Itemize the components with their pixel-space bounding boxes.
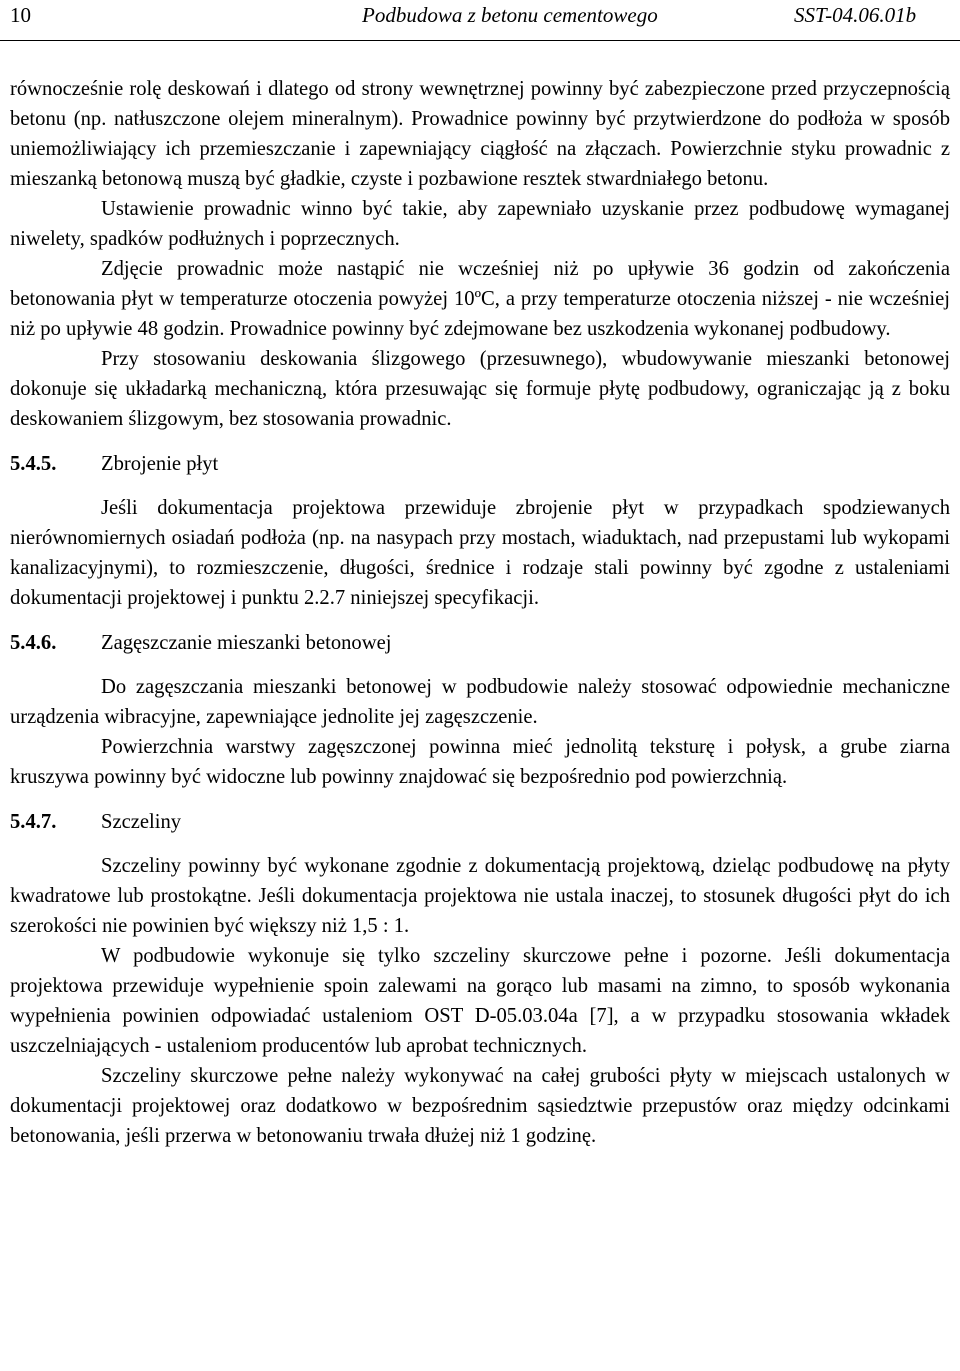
page-body [10,74,950,1151]
section-heading [10,807,950,837]
section-heading [10,628,950,658]
paragraph: Przy stosowaniu deskowania ślizgowego (przesuwnego), wbudowywanie mieszanki betonowej dokonuje się układarką mechaniczną, która przesuwając się formuje płytę podbudowy, ograniczając ją z boku deskowaniem ślizgowym, bez stosowania prowadnic. [10,348,950,430]
paragraph: Ustawienie prowadnic winno być takie, aby zapewniało uzyskanie przez podbudowę wymaganej niwelety, spadków podłużnych i poprzecznych. [10,198,950,250]
section-number: 5.4.7. [10,811,57,833]
section-number: 5.4.5. [10,453,57,475]
paragraph: równocześnie rolę deskowań i dlatego od strony wewnętrznej powinny być zabezpieczone przed przyczepnością betonu (np. natłuszczone olejem mineralnym). Prowadnice powinny być przytwierdzone do podłoża w sposób uniemożliwiający ich przemieszczanie i zapewniający ciągłość na złączach. Powierzchnie styku prowadnic z mieszanką betonową muszą być gładkie, czyste i pozbawione resztek stwardniałego betonu. [10,78,950,190]
paragraph: Zdjęcie prowadnic może nastąpić nie wcześniej niż po upływie 36 godzin od zakończenia betonowania płyt w temperaturze otoczenia powyżej 10ºC, a przy temperaturze otoczenia niższej - nie wcześniej niż po upływie 48 godzin. Prowadnice powinny być zdejmowane bez uszkodzenia wykonanej podbudowy. [10,258,950,340]
page-header [10,0,950,30]
section-title: Zbrojenie płyt [101,453,219,475]
paragraph: Powierzchnia warstwy zagęszczonej powinna mieć jednolitą teksturę i połysk, a grube ziarna kruszywa powinny być widoczne lub powinny znajdować się bezpośrednio pod powierzchnią. [10,736,950,788]
section-title: Szczeliny [101,811,182,833]
paragraph: Szczeliny skurczowe pełne należy wykonywać na całej grubości płyty w miejscach ustalonych w dokumentacji projektowej oraz dodatkowo w bezpośrednim sąsiedztwie przepustów oraz między odcinkami betonowania, jeśli przerwa w betonowaniu trwała dłużej niż 1 godzinę. [10,1065,950,1147]
paragraph: W podbudowie wykonuje się tylko szczeliny skurczowe pełne i pozorne. Jeśli dokumentacja projektowa przewiduje wypełnienie spoin zalewami na gorąco lub masami na zimno, to sposób wykonania wypełnienia powinien odpowiadać ustaleniom OST D-05.03.04a [7], a w przypadku stosowania wkładek uszczelniających - ustaleniom producentów lub aprobat technicznych. [10,945,950,1057]
header-rule [0,40,960,41]
document-title: Podbudowa z betonu cementowego [362,3,658,27]
section-number: 5.4.6. [10,632,57,654]
page-number: 10 [10,3,31,27]
section-heading [10,449,950,479]
section-title: Zagęszczanie mieszanki betonowej [101,632,392,654]
paragraph: Szczeliny powinny być wykonane zgodnie z dokumentacją projektową, dzieląc podbudowę na płyty kwadratowe lub prostokątne. Jeśli dokumentacja projektowa nie ustala inaczej, to stosunek długości płyt do ich szerokości nie powinien być większy niż 1,5 : 1. [10,855,950,937]
document-code: SST-04.06.01b [794,3,917,27]
paragraph: Jeśli dokumentacja projektowa przewiduje zbrojenie płyt w przypadkach spodziewanych nierównomiernych osiadań podłoża (np. na nasypach przy mostach, wiaduktach, nad przepustami lub wykopami kanalizacyjnymi), to rozmieszczenie, długości, średnice i rodzaje stali powinny być zgodne z ustaleniami dokumentacji projektowej i punktu 2.2.7 niniejszej specyfikacji. [10,497,950,609]
paragraph: Do zagęszczania mieszanki betonowej w podbudowie należy stosować odpowiednie mechaniczne urządzenia wibracyjne, zapewniające jednolite jej zagęszczenie. [10,676,950,728]
